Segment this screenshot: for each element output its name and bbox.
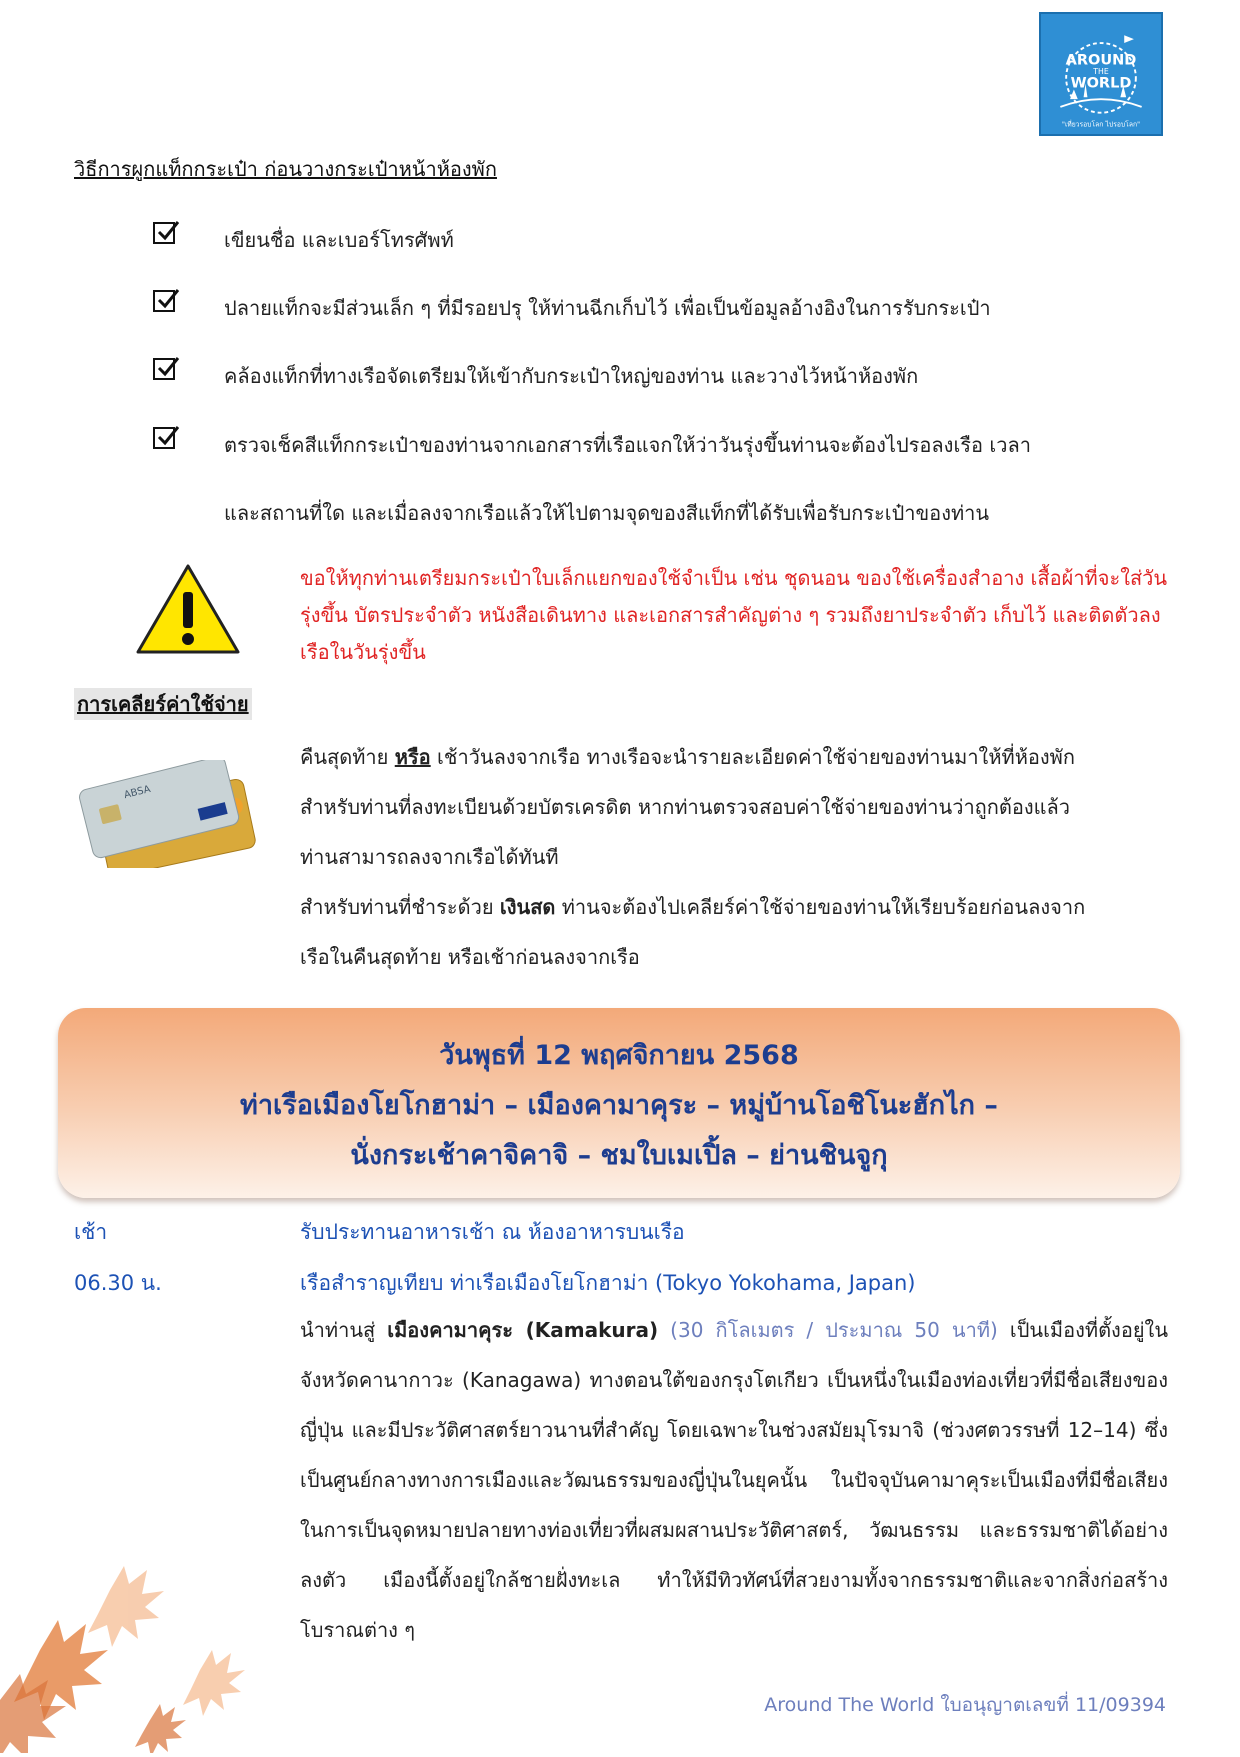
kamakura-description: นำท่านสู่ เมืองคามาคุระ (Kamakura) (30 กิโลเมตร / ประมาณ 50 นาที) เป็นเมืองที่ตั้งอยู่ในจังหวัดคานากาวะ (Kanagawa) ทางตอนใต้ของกรุงโตเกียว เป็นหนึ่งในเมืองท่องเที่ยวที่มีชื่อเสียงของญี่ปุ่น และมีประวัติศาสตร์ยาวนานที่สำคัญ โดยเฉพาะในช่วงสมัยมุโรมาจิ (ช่วงศตวรรษที่ 12–14) ซึ่งเป็นศูนย์กลางทางการเมืองและวัฒนธรรมของญี่ปุ่นในยุคนั้น ในปัจจุบันคามาคุระเป็นเมืองที่มีชื่อเสียงในการเป็นจุดหมายปลายทางท่องเที่ยวที่ผสมผสานประวัติศาสตร์, วัฒนธรรม และธรรมชาติได้อย่างลงตัว เมืองนี้ตั้งอยู่ใกล้ชายฝั่งทะเล ทำให้มีทิวทัศน์ที่สวยงามทั้งจากธรรมชาติและจากสิ่งก่อสร้างโบราณต่าง ๆ [300, 1318, 1168, 1642]
itinerary-time: 06.30 น. [74, 1271, 162, 1295]
logo-line-3: WORLD [1070, 75, 1132, 92]
warning-text: ขอให้ทุกท่านเตรียมกระเป๋าใบเล็กแยกของใช้จำเป็น เช่น ชุดนอน ของใช้เครื่องสำอาง เสื้อผ้าที่จะใส่วันรุ่งขึ้น บัตรประจำตัว หนังสือเดินทาง และเอกสารสำคัญต่าง ๆ รวมถึงยาประจำตัว เก็บไว้ และติดตัวลงเรือในวันรุ่งขึ้น [300, 566, 1168, 664]
or-emphasis: หรือ [394, 745, 431, 769]
cash-emphasis: เงินสด [499, 895, 556, 919]
checklist-item: เขียนชื่อ และเบอร์โทรศัพท์ [224, 228, 454, 252]
luggage-tag-heading: วิธีการผูกแท็กกระเป๋า ก่อนวางกระเป๋าหน้าห้องพัก [74, 157, 497, 181]
checkbox-icon [153, 427, 175, 449]
checklist-item: คล้องแท็กที่ทางเรือจัดเตรียมให้เข้ากับกระเป๋าใหญ่ของท่าน และวางไว้หน้าห้องพัก [224, 364, 919, 388]
distance-note: (30 กิโลเมตร / ประมาณ 50 นาที) [658, 1318, 998, 1342]
kamakura-city-name: เมืองคามาคุระ (Kamakura) [387, 1318, 659, 1342]
day-route-line-2: นั่งกระเช้าคาจิคาจิ – ชมใบเมเปิ้ล – ย่านชินจูกุ [350, 1140, 888, 1171]
checklist-item: ปลายแท็กจะมีส่วนเล็ก ๆ ที่มีรอยปรุ ให้ท่านฉีกเก็บไว้ เพื่อเป็นข้อมูลอ้างอิงในการรับกระเป๋า [224, 296, 991, 320]
card-bank-text: ABSA [122, 783, 152, 802]
checklist-item-continuation: และสถานที่ใด และเมื่อลงจากเรือแล้วให้ไปตามจุดของสีแท็กที่ได้รับเพื่อรับกระเป๋าของท่าน [224, 501, 990, 525]
checkbox-icon [153, 358, 175, 380]
billing-paragraph-4: สำหรับท่านที่ชำระด้วย เงินสด ท่านจะต้องไปเคลียร์ค่าใช้จ่ายของท่านให้เรียบร้อยก่อนลงจาก [300, 895, 1086, 919]
itinerary-detail: รับประทานอาหารเช้า ณ ห้องอาหารบนเรือ [300, 1220, 685, 1244]
billing-paragraph-1: คืนสุดท้าย หรือ เช้าวันลงจากเรือ ทางเรือจะนำรายละเอียดค่าใช้จ่ายของท่านมาให้ที่ห้องพัก [300, 745, 1075, 769]
day-date-title: วันพุธที่ 12 พฤศจิกายน 2568 [439, 1040, 799, 1071]
itinerary-time: เช้า [74, 1220, 108, 1244]
day-route-line-1: ท่าเรือเมืองโยโกฮาม่า – เมืองคามาคุระ – หมู่บ้านโอชิโนะฮักไก – [240, 1090, 998, 1121]
maple-leaf-decoration [0, 1530, 300, 1753]
footer-license: Around The World ใบอนุญาตเลขที่ 11/09394 [764, 1694, 1166, 1716]
billing-paragraph-3: ท่านสามารถลงจากเรือได้ทันที [300, 845, 559, 869]
billing-paragraph-5: เรือในคืนสุดท้าย หรือเช้าก่อนลงจากเรือ [300, 945, 640, 969]
checkbox-icon [153, 290, 175, 312]
warning-icon [134, 562, 242, 658]
logo-line-1: AROUND [1065, 52, 1137, 69]
logo-tagline: "เที่ยวรอบโลก ไปรอบโลก" [1061, 120, 1141, 129]
checklist-item: ตรวจเช็คสีแท็กกระเป๋าของท่านจากเอกสารที่เรือแจกให้ว่าวันรุ่งขึ้นท่านจะต้องไปรอลงเรือ เวลา [224, 433, 1031, 457]
checkbox-icon [153, 222, 175, 244]
billing-heading: การเคลียร์ค่าใช้จ่าย [74, 688, 252, 720]
billing-paragraph-2: สำหรับท่านที่ลงทะเบียนด้วยบัตรเครดิต หากท่านตรวจสอบค่าใช้จ่ายของท่านว่าถูกต้องแล้ว [300, 795, 1071, 819]
around-the-world-logo [1039, 12, 1163, 136]
itinerary-detail: เรือสำราญเทียบ ท่าเรือเมืองโยโกฮาม่า (Tokyo Yokohama, Japan) [300, 1271, 916, 1295]
logo-line-2: THE [1093, 67, 1109, 77]
credit-card-image [78, 760, 260, 868]
